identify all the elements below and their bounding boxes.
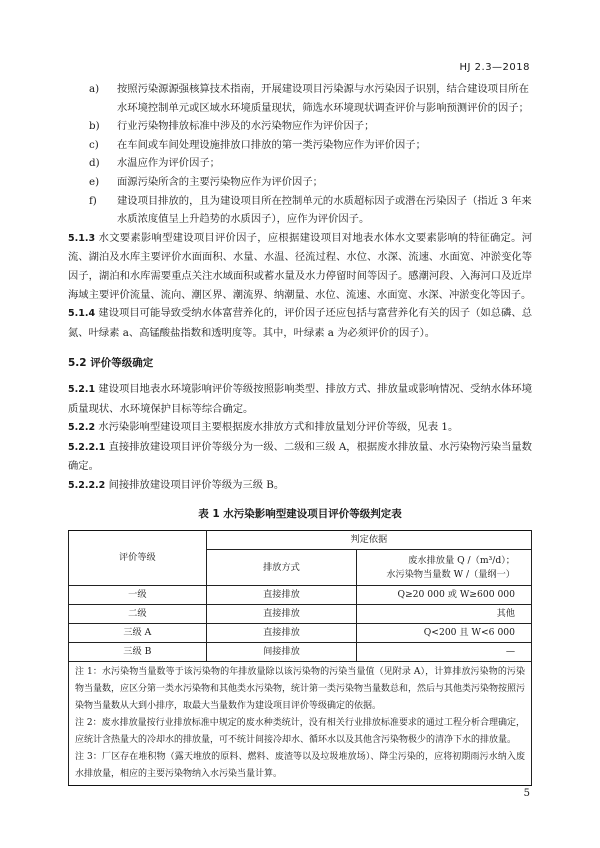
table-notes: [69, 662, 532, 786]
list-text: 建设项目排放的，且为建设项目所在控制单元的水质超标因子或潜在污染因子（指近 3 年来水质浓度值呈上升趋势的水质因子），应作为评价因子。: [117, 194, 532, 226]
cell-grade: 一级: [69, 586, 207, 605]
clause-5-2-2-1: [68, 438, 532, 476]
document-body: [68, 80, 532, 786]
list-text: 在车间或车间处理设施排放口排放的第一类污染物应作为评价因子；: [117, 138, 426, 151]
table-header-row: [69, 531, 532, 550]
table-row: [69, 586, 532, 605]
cell-grade: 三级 B: [69, 643, 207, 662]
table-notes-row: [69, 662, 532, 786]
list-label: c): [89, 138, 99, 151]
clause-text: 直接排放建设项目评价等级分为一级、二级和三级 A，根据废水排放量、水污染物污染当量数确定。: [68, 440, 532, 473]
page-number: 5: [523, 788, 530, 799]
list-text: 按照污染源源强核算技术指南，开展建设项目污染源与水污染因子识别，结合建设项目所在水环境控制单元或区域水环境质量现状，筛选水环境现状调查评价与影响预测评价的因子；: [117, 83, 529, 114]
clause-number: 5.1.3: [68, 232, 96, 244]
list-item-d: [68, 154, 532, 173]
table-note-2: 注 2：废水排放量按行业排放标准中规定的废水种类统计，没有相关行业排放标准要求的通过工程分析合理确定，应统计含热量大的冷却水的排放量，可不统计间接冷却水、循环水以及其他含污染物极少的清净下水的排放量。: [75, 718, 525, 746]
list-label: f): [89, 194, 97, 207]
list-item-c: [68, 136, 532, 155]
cell-criteria: 其他: [357, 605, 532, 624]
clause-number: 5.2.2.2: [68, 479, 106, 491]
list-label: a): [89, 83, 100, 95]
list-item-b: [68, 117, 532, 136]
cell-criteria: Q≥20 000 或 W≥600 000: [357, 586, 532, 605]
clause-text: 建设项目地表水环境影响评价等级按照影响类型、排放方式、排放量或影响情况、受纳水体环境质量现状、水环境保护目标等综合确定。: [68, 382, 533, 415]
section-heading: 5.2 评价等级确定: [68, 357, 154, 370]
clause-number: 5.2.2: [68, 422, 96, 434]
header-discharge: 排放方式: [206, 550, 357, 586]
clause-text: 水污染影响型建设项目主要根据废水排放方式和排放量划分评价等级，见表 1。: [98, 421, 459, 434]
cell-grade: 三级 A: [69, 624, 207, 643]
clause-5-2-1: [68, 380, 532, 418]
cell-mode: 间接排放: [206, 643, 357, 662]
clause-5-1-3: [68, 229, 532, 304]
clause-text: 水文要素影响型建设项目评价因子，应根据建设项目对地表水体水文要素影响的特征确定。河流、湖泊及水库主要评价水面面积、水量、水温、径流过程、水位、水深、流速、水面宽、冲淤变化等因子，湖泊和水库需要重点关注水域面积或蓄水量及水力停留时间等因子。感潮河段、入海河口及近岸海域主要评价流量、流向、潮区界、潮流界、纳潮量、水位、流速、水面宽、水深、冲淤变化等因子。: [68, 231, 532, 301]
clause-text: 建设项目可能导致受纳水体富营养化的，评价因子还应包括与富营养化有关的因子（如总磷、总氮、叶绿素 a、高锰酸盐指数和透明度等。其中，叶绿素 a 为必须评价的因子）。: [68, 307, 533, 339]
list-item-e: [68, 173, 532, 192]
clause-text: 间接排放建设项目评价等级为三级 B。: [108, 478, 285, 491]
list-label: b): [89, 120, 100, 133]
standard-id: HJ 2.3—2018: [459, 62, 530, 73]
list-item-f: [68, 192, 532, 229]
table-row: [69, 605, 532, 624]
clause-number: 5.1.4: [68, 308, 96, 320]
list-text: 行业污染物排放标准中涉及的水污染物应作为评价因子；: [117, 120, 375, 133]
header-q: 废水排放量 Q /（m³/d）；: [408, 554, 515, 566]
table-row: [69, 624, 532, 643]
clause-number: 5.2.1: [68, 383, 96, 395]
table-title: 表 1 水污染影响型建设项目评价等级判定表: [198, 508, 402, 521]
clause-5-2-2-2: [68, 476, 532, 496]
clause-number: 5.2.2.1: [68, 441, 106, 453]
clause-5-2-2: [68, 418, 532, 438]
cell-grade: 二级: [69, 605, 207, 624]
grade-table: [68, 530, 532, 786]
cell-mode: 直接排放: [206, 586, 357, 605]
header-basis: 判定依据: [206, 531, 531, 550]
table-note-3: 注 3：厂区存在堆积物（露天堆放的原料、燃料、废渣等以及垃圾堆放场）、降尘污染的，应将初期雨污水纳入废水排放量，相应的主要污染物纳入水污染当量计算。: [75, 752, 525, 780]
header-w: 水污染物当量数 W /（量纲一）: [386, 568, 515, 580]
table-row: [69, 643, 532, 662]
clause-5-1-4: [68, 304, 532, 342]
cell-criteria: —: [357, 643, 532, 662]
list-label: e): [89, 175, 100, 188]
cell-mode: 直接排放: [206, 624, 357, 643]
cell-criteria: Q<200 且 W<6 000: [357, 624, 532, 643]
list-label: d): [89, 157, 100, 170]
list-item-a: [68, 80, 532, 117]
header-criteria: [357, 550, 532, 586]
cell-mode: 直接排放: [206, 605, 357, 624]
header-grade: 评价等级: [69, 531, 207, 586]
table-note-1: 注 1：水污染物当量数等于该污染物的年排放量除以该污染物的污染当量值（见附录 A），计算排放污染物的污染物当量数，应区分第一类水污染物和其他类水污染物，统计第一类污染物当量数总和，然后与其他类污染物按照污染物当量数从大到小排序，取最大当量数作为建设项目评价等级确定的依据。: [75, 667, 526, 712]
list-text: 水温应作为评价因子；: [117, 157, 220, 170]
list-text: 面源污染所含的主要污染物应作为评价因子；: [117, 175, 323, 188]
